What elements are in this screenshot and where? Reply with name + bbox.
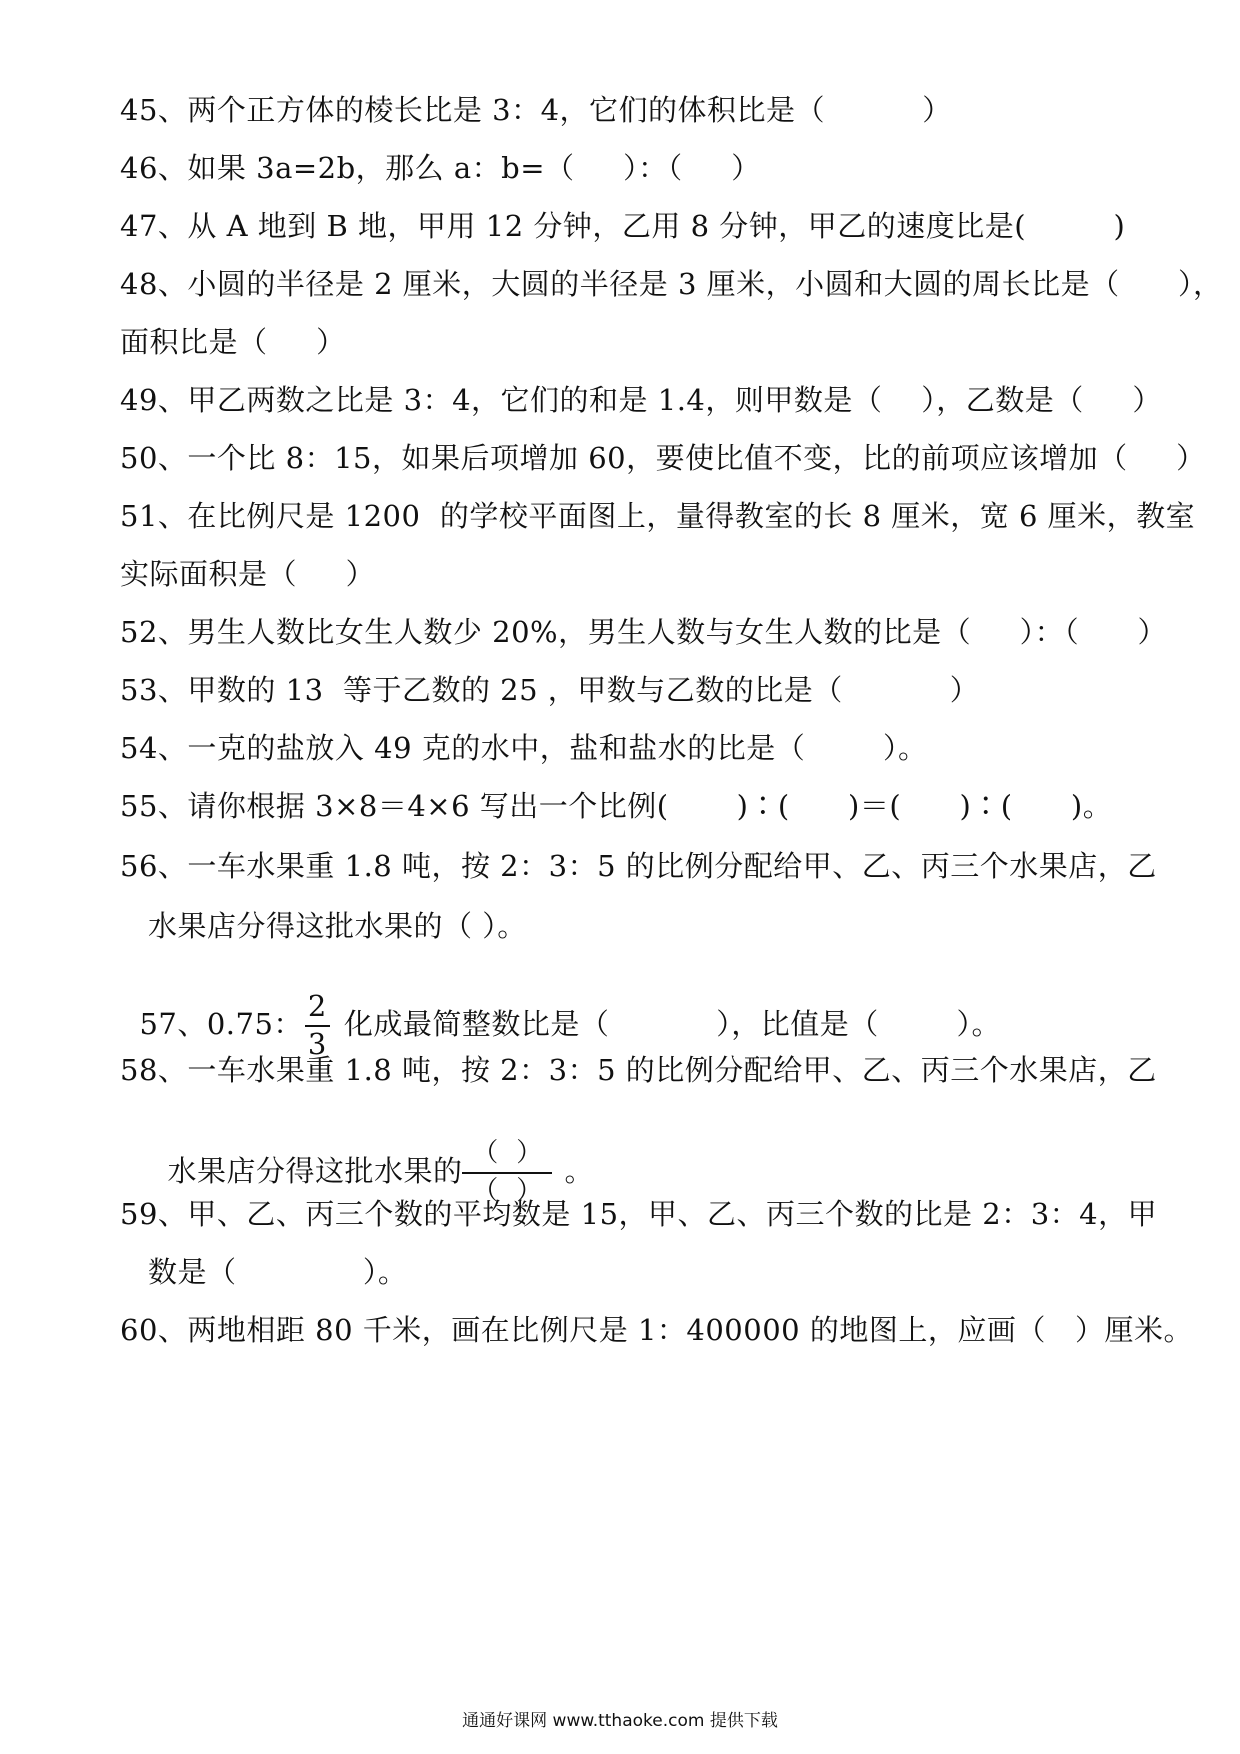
question-57 bbox=[120, 962, 1001, 1061]
question-52: 52、男生人数比女生人数少 20%，男生人数与女生人数的比是（ ）：（ ） bbox=[120, 615, 1167, 649]
question-45: 45、两个正方体的棱长比是 3：4，它们的体积比是（ ） bbox=[120, 93, 952, 127]
question-48-line1: 48、小圆的半径是 2 厘米，大圆的半径是 3 厘米，小圆和大圆的周长比是（ ）， bbox=[120, 267, 1223, 301]
question-56-line2: 水果店分得这批水果的（ ）。 bbox=[148, 909, 527, 943]
question-59-line2: 数是（ ）。 bbox=[148, 1255, 408, 1289]
question-57-suffix: 化成最简整数比是（ ），比值是（ ）。 bbox=[343, 1006, 1002, 1041]
question-48-line2: 面积比是（ ） bbox=[120, 325, 346, 359]
question-49: 49、甲乙两数之比是 3：4，它们的和是 1.4，则甲数是（ ），乙数是（ ） bbox=[120, 383, 1162, 417]
question-51-line2: 实际面积是（ ） bbox=[120, 557, 376, 591]
question-50: 50、一个比 8：15，如果后项增加 60，要使比值不变，比的前项应该增加（ ） bbox=[120, 441, 1206, 475]
question-46: 46、如果 3a=2b，那么 a：b=（ ）：（ ） bbox=[120, 151, 761, 185]
blank-denominator: （ ） bbox=[472, 1175, 543, 1206]
blank-numerator: （ ） bbox=[462, 1139, 552, 1174]
question-55: 55、请你根据 3×8＝4×6 写出一个比例( )∶( )＝( )∶( )。 bbox=[120, 789, 1113, 823]
question-51-line1: 51、在比例尺是 1200 的学校平面图上，量得教室的长 8 厘米，宽 6 厘米，教室 bbox=[120, 499, 1196, 533]
question-53: 53、甲数的 13 等于乙数的 25 ，甲数与乙数的比是（ ） bbox=[120, 673, 980, 707]
question-59-line1: 59、甲、乙、丙三个数的平均数是 15，甲、乙、丙三个数的比是 2：3：4，甲 bbox=[120, 1197, 1158, 1231]
question-58-prefix: 水果店分得这批水果的 bbox=[167, 1153, 463, 1188]
fraction-two-thirds bbox=[305, 991, 330, 1061]
fraction-denominator: 3 bbox=[307, 1026, 327, 1061]
question-54: 54、一克的盐放入 49 克的水中，盐和盐水的比是（ ）。 bbox=[120, 731, 928, 765]
question-58-line1: 58、一车水果重 1.8 吨，按 2：3：5 的比例分配给甲、乙、丙三个水果店，乙 bbox=[120, 1053, 1157, 1087]
fraction-numerator: 2 bbox=[305, 991, 330, 1027]
footer-text: 通通好课网 www.tthaoke.com 提供下载 bbox=[462, 1711, 778, 1731]
question-57-prefix: 57、0.75： bbox=[139, 1006, 303, 1041]
question-58-line2 bbox=[148, 1110, 594, 1207]
question-56-line1: 56、一车水果重 1.8 吨，按 2：3：5 的比例分配给甲、乙、丙三个水果店，乙 bbox=[120, 849, 1157, 883]
question-58-suffix: 。 bbox=[564, 1153, 594, 1188]
question-60: 60、两地相距 80 千米，画在比例尺是 1：400000 的地图上，应画（ ）厘米。 bbox=[120, 1313, 1193, 1347]
question-47: 47、从 A 地到 B 地，甲用 12 分钟，乙用 8 分钟，甲乙的速度比是( ) bbox=[120, 209, 1126, 243]
